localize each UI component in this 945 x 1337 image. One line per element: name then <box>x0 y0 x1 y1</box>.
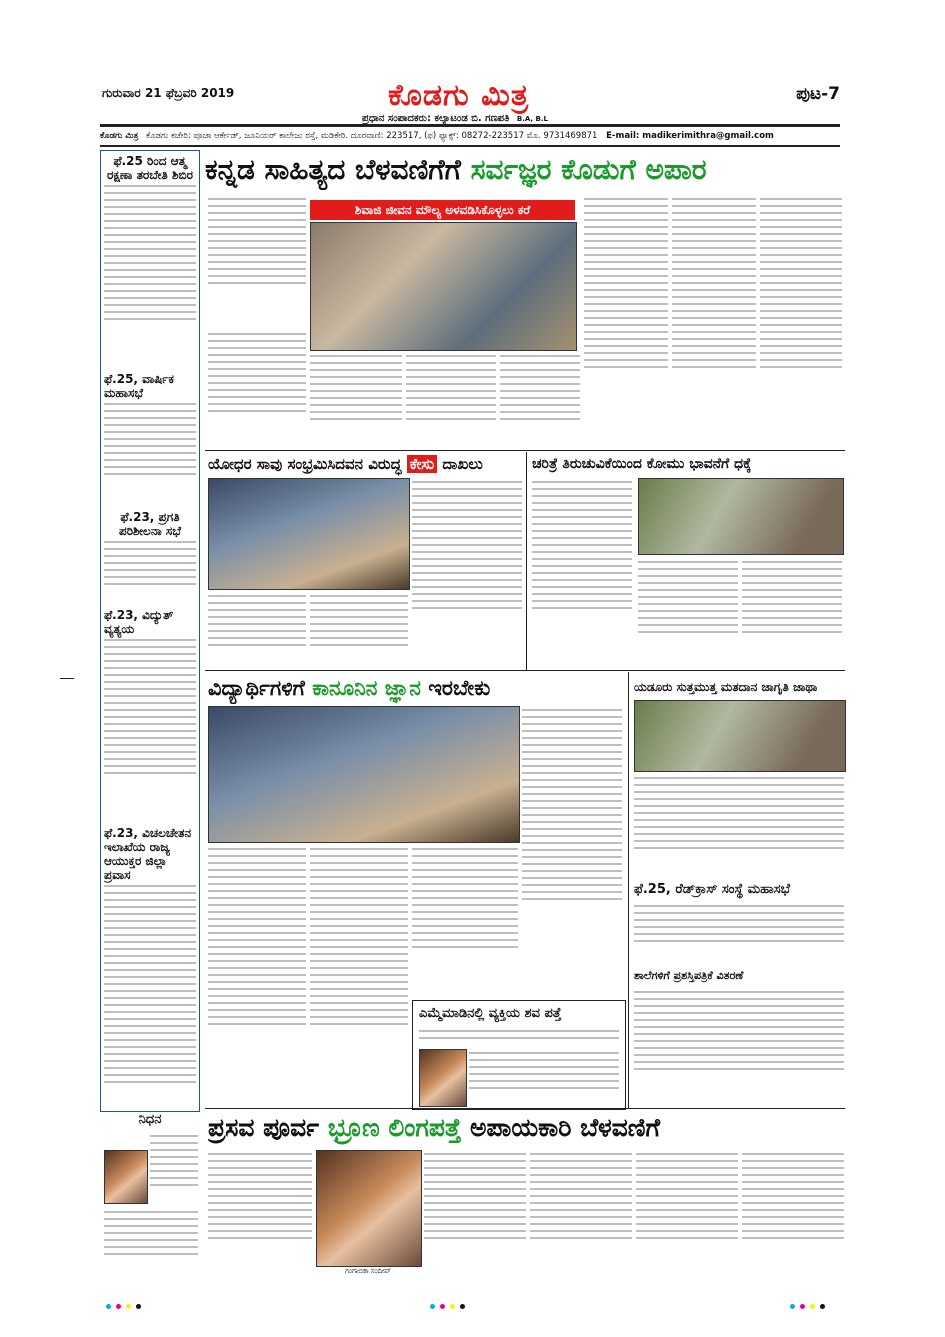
sidebar <box>104 154 196 1104</box>
a1-col7 <box>760 195 842 448</box>
a9-col4 <box>636 1150 738 1280</box>
headline-a6: ಫೆ.25, ರೆಡ್‌ಕ್ರಾಸ್ ಸಂಸ್ಥೆ ಮಹಾಸಭೆ <box>634 882 791 897</box>
headline-a9-green: ಭ್ರೂಣ ಲಿಂಗಪತ್ತೆ <box>327 1113 462 1142</box>
a1-col1-bottom <box>208 330 306 448</box>
info-bar <box>100 128 840 144</box>
a2-col-bm <box>310 592 408 668</box>
a8-text <box>469 1049 619 1107</box>
info-brand: ಕೊಡಗು ಮಿತ್ರ <box>100 131 139 141</box>
photo-a9 <box>316 1150 422 1267</box>
divider-3 <box>205 1108 845 1109</box>
photo-a9-caption: ಗಂಗಾಬಿಕಾ ಸಂದೀಪ್ <box>345 1267 391 1275</box>
a1-col1-top <box>208 195 306 325</box>
issue-date: ಗುರುವಾರ 21 ಫೆಬ್ರವರಿ 2019 <box>102 86 235 100</box>
a6-text <box>634 902 844 962</box>
headline-a9-tail: ಅಪಾಯಕಾರಿ ಬೆಳವಣಿಗೆ <box>470 1113 661 1142</box>
a1-col2 <box>310 352 402 448</box>
headline-a4-tail: ಇರಬೇಕು <box>428 676 491 700</box>
headline-a5: ಯಡೂರು ಸುತ್ತಮುತ್ತ ಮತದಾನ ಜಾಗೃತಿ ಜಾಥಾ <box>634 680 818 694</box>
sidebar-heading: ಫೆ.25, ವಾರ್ಷಿಕ ಮಹಾಸಭೆ <box>104 372 174 400</box>
sidebar-heading: ಫೆ.25 ರಿಂದ ಆತ್ಮ ರಕ್ಷಣಾ ತರಬೇತಿ ಶಿಬಿರ <box>107 154 193 182</box>
subhead-a1: ಶಿವಾಜಿ ಜೀವನ ಮೌಲ್ಯ ಅಳವಡಿಸಿಕೊಳ್ಳಲು ಕರೆ <box>310 200 575 220</box>
masthead <box>100 78 840 130</box>
headline-a2 <box>208 452 528 476</box>
obituary-text-right <box>150 1132 198 1212</box>
sidebar-item-5 <box>104 826 196 1104</box>
a9-col3 <box>530 1150 632 1280</box>
editor-name: ಪ್ರಧಾನ ಸಂಪಾದಕರು: ಕಲ್ಯಾಟಂಡ ಬಿ. ಗಣಪತಿ <box>362 113 510 124</box>
a9-col1 <box>208 1150 312 1280</box>
divider-vert-1 <box>526 452 527 670</box>
headline-a7: ಶಾಲೆಗಳಿಗೆ ಪ್ರಶಸ್ತಿಪತ್ರಿಕೆ ವಿತರಣೆ <box>634 969 744 982</box>
sidebar-heading: ಫೆ.23, ವಿಚಲಚೇತನ ಇಲಾಖೆಯ ರಾಜ್ಯ ಆಯುಕ್ತರ ಜಿಲ್ಲಾ ಪ್ರವಾಸ <box>104 826 192 882</box>
headline-a1-green: ಸರ್ವಜ್ಞರ ಕೊಡುಗೆ ಅಪಾರ <box>470 153 707 186</box>
a1-col3 <box>406 352 496 448</box>
headline-a9-black: ಪ್ರಸವ ಪೂರ್ವ <box>208 1113 320 1142</box>
a2-col-bl <box>208 592 306 668</box>
sidebar-item-3 <box>104 510 196 608</box>
sidebar-body <box>104 636 196 826</box>
sidebar-heading: ಫೆ.23, ವಿದ್ಯುತ್ ವ್ಯತ್ಯಯ <box>104 608 174 636</box>
a4-col1 <box>208 845 306 1105</box>
editor-line <box>362 113 548 124</box>
obituary-photo <box>104 1150 148 1204</box>
a4-col3 <box>412 845 518 995</box>
headline-a1-black: ಕನ್ನಡ ಸಾಹಿತ್ಯದ ಬೆಳವಣಿಗೆಗೆ <box>205 153 461 186</box>
obituary-heading: ನಿಧನ <box>138 1112 162 1127</box>
sidebar-body <box>104 882 196 1104</box>
headline-a9 <box>208 1110 844 1146</box>
headline-a2-black: ಯೋಧರ ಸಾವು ಸಂಭ್ರಮಿಸಿದವನ ವಿರುದ್ಧ <box>208 455 402 473</box>
a3-col2 <box>638 558 738 668</box>
a3-col3 <box>742 558 842 668</box>
a2-col-right <box>412 478 522 668</box>
obituary-text <box>104 1208 198 1278</box>
a5-text <box>634 774 844 874</box>
a8-text-top <box>419 1027 619 1047</box>
photo-a5 <box>634 700 846 772</box>
registration-marks-right <box>790 1294 825 1313</box>
paper-title: ಕೊಡಗು ಮಿತ್ರ <box>388 78 530 113</box>
photo-a8 <box>419 1049 467 1107</box>
headline-a4-green: ಕಾನೂನಿನ ಜ್ಞಾನ <box>312 676 421 700</box>
info-address: ಕೊಡಗು ಕಚೇರಿ: ಪೂಜಾ ಆರ್ಕೇಡ್, ಜೂನಿಯರ್ ಕಾಲೇಜು ರಸ್ತೆ, ಮಡಿಕೇರಿ. ದೂರವಾಣಿ: 223517, (ಫ) ಫ್ಯಾಕ್ಸ್: 08272-223517 ಮೊ. 9731469871 <box>145 131 598 141</box>
info-rule <box>100 145 840 147</box>
photo-a3 <box>638 478 844 555</box>
headline-a2-tail: ದಾಖಲು <box>442 455 483 473</box>
crop-mark <box>60 678 74 679</box>
a1-col5 <box>584 195 668 448</box>
sidebar-body <box>104 538 196 608</box>
headline-a1 <box>205 150 845 190</box>
headline-a4 <box>208 672 628 704</box>
box-a8 <box>412 1000 626 1110</box>
headline-a3: ಚರಿತ್ರೆ ತಿರುಚುವಿಕೆಯಿಂದ ಕೋಮು ಭಾವನೆಗೆ ಧಕ್ಕೆ <box>532 456 752 472</box>
photo-a4 <box>208 706 520 843</box>
headline-a8: ಎಮ್ಮೆಮಾಡಿನಲ್ಲಿ ವ್ಯಕ್ತಿಯ ಶವ ಪತ್ತೆ <box>419 1006 562 1021</box>
obituary <box>100 1112 200 1287</box>
editor-degree: B.A, B.L <box>516 115 548 123</box>
sidebar-item-2 <box>104 372 196 510</box>
sidebar-item-1 <box>104 154 196 372</box>
a3-col1 <box>532 478 632 668</box>
divider-1 <box>205 450 845 451</box>
page-number: ಪುಟ-7 <box>796 84 840 104</box>
a9-col2 <box>424 1150 526 1280</box>
sidebar-body <box>104 400 196 510</box>
headline-a4-black: ವಿದ್ಯಾರ್ಥಿಗಳಿಗೆ <box>208 676 305 700</box>
a1-col6 <box>672 195 756 448</box>
sidebar-heading: ಫೆ.23, ಪ್ರಗತಿ ಪರಿಶೀಲನಾ ಸಭೆ <box>119 510 181 538</box>
masthead-rule <box>100 124 840 127</box>
divider-2 <box>205 670 845 671</box>
sidebar-item-4 <box>104 608 196 826</box>
headline-a2-red: ಕೇಸು <box>407 455 437 473</box>
photo-a1 <box>310 222 577 351</box>
divider-vert-2 <box>628 672 629 1108</box>
registration-marks-center <box>430 1294 465 1313</box>
a4-col-r1 <box>522 706 622 986</box>
info-email: E-mail: madikerimithra@gmail.com <box>606 131 774 141</box>
a9-col5 <box>742 1150 844 1280</box>
sidebar-body <box>104 182 196 372</box>
photo-a2 <box>208 478 410 590</box>
registration-marks-left <box>106 1294 141 1313</box>
a1-col4 <box>500 352 580 448</box>
a7-text <box>634 988 844 1106</box>
a4-col2 <box>310 845 408 1105</box>
